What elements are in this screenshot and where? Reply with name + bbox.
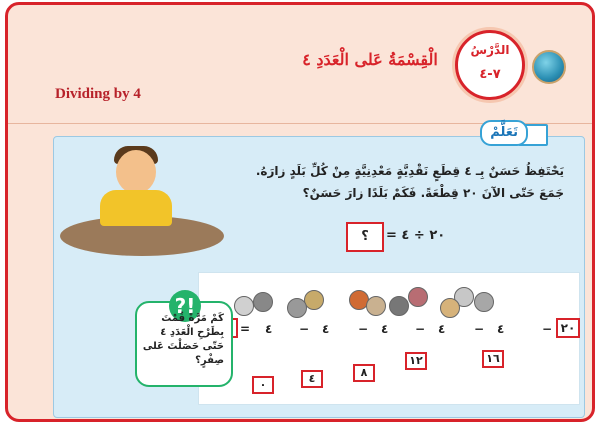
coin-icon [389, 296, 409, 316]
seq-four: ٤ [438, 322, 446, 336]
learn-tab [468, 120, 548, 144]
problem-line-2: جَمَعَ حَتّى الآنَ ٢٠ قِطْعَةً. فَكَمْ بَلَدًا زارَ حَسَنٌ؟ [302, 186, 564, 200]
seq-start: ٢٠ [556, 318, 580, 338]
question-text: كَمْ مَرَّةً قُمْتَ بِطَرْحِ الْعَدَدِ ٤ حَتّى حَصَلْتَ عَلى صِفْرٍ؟ [142, 313, 224, 366]
seq-minus: − [358, 322, 369, 336]
seq-four: ٤ [381, 322, 389, 336]
learn-label: تَعَلَّمْ [480, 120, 528, 146]
coin-icon [253, 292, 273, 312]
coin-icon [234, 296, 254, 316]
coin-icon [440, 298, 460, 318]
seq-minus: − [542, 322, 553, 336]
lesson-title-arabic: الْقِسْمَةُ عَلى الْعَدَدِ ٤ [302, 50, 438, 69]
seq-minus: − [299, 322, 310, 336]
lesson-title-english: Dividing by 4 [55, 86, 141, 102]
coin-icon [304, 290, 324, 310]
step-value: ٤ [301, 370, 323, 388]
problem-line-1: يَحْتَفِظُ حَسَنٌ بِـ ٤ قِطَعٍ نَقْدِيَّةٍ مَعْدِنِيَّةٍ مِنْ كُلِّ بَلَدٍ زارَهُ. [255, 164, 564, 178]
equation-lhs: ٢٠ ÷ ٤ = [386, 228, 446, 243]
lesson-number: ٧-٤ [479, 67, 501, 82]
coin-icon [287, 298, 307, 318]
step-value: ١٦ [482, 350, 504, 368]
globe-icon [532, 50, 566, 84]
question-icon: ?! [169, 290, 201, 322]
seq-equals: = [240, 322, 251, 336]
seq-four: ٤ [497, 322, 505, 336]
step-value: ٠ [252, 376, 274, 394]
lesson-label: الدَّرْسُ [470, 43, 510, 57]
step-value: ٨ [353, 364, 375, 382]
seq-four: ٤ [322, 322, 330, 336]
seq-minus: − [474, 322, 485, 336]
seq-minus: − [415, 322, 426, 336]
step-value: ١٢ [405, 352, 427, 370]
lesson-badge [455, 30, 525, 100]
coin-icon [366, 296, 386, 316]
boy-head [116, 150, 156, 194]
seq-four: ٤ [265, 322, 273, 336]
answer-box[interactable]: ؟ [346, 222, 384, 252]
coin-icon [408, 287, 428, 307]
coin-icon [474, 292, 494, 312]
boy-shirt [100, 190, 172, 226]
